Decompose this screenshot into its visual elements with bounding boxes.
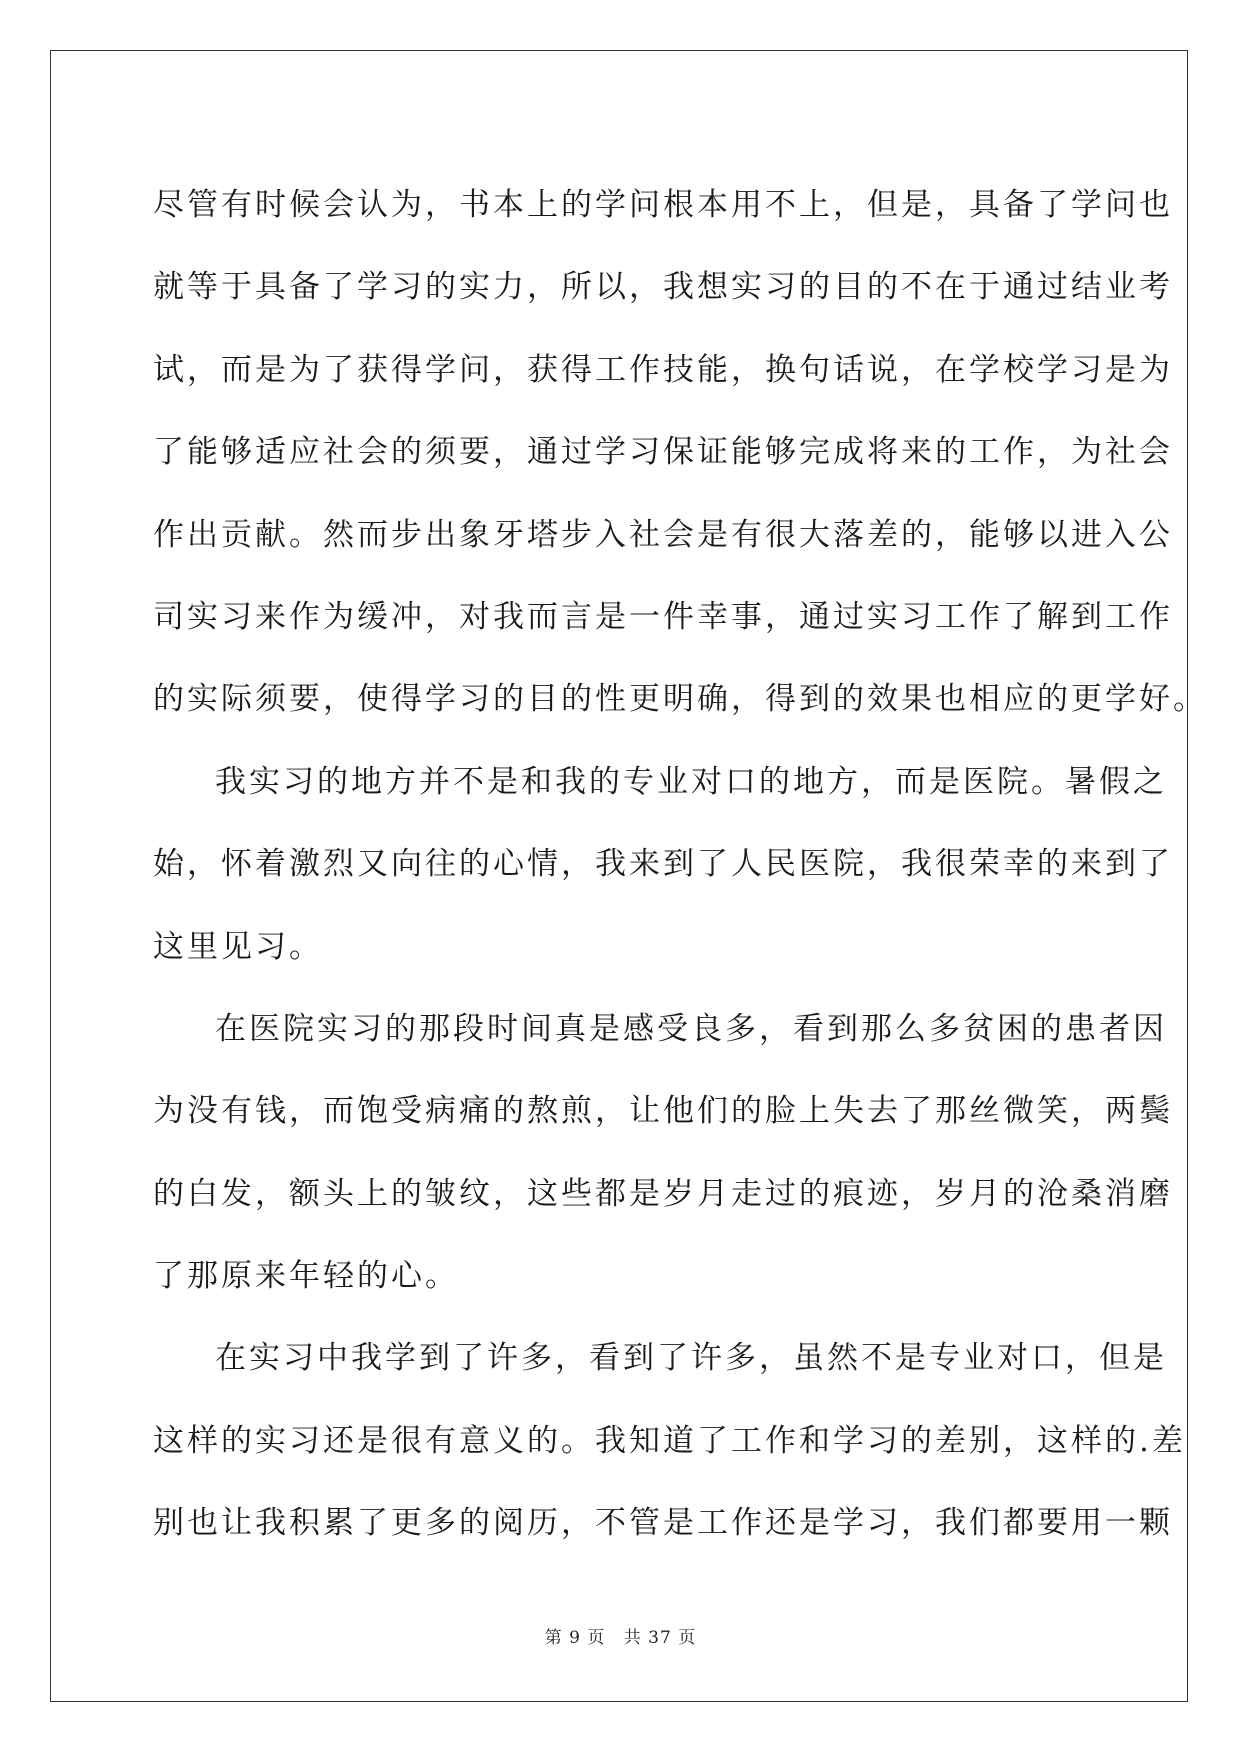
page-number: 第 9 页 <box>544 1628 606 1648</box>
text-line: 在实习中我学到了许多，看到了许多，虽然不是专业对口，但是 <box>215 1340 1167 1377</box>
text-line: 司实习来作为缓冲，对我而言是一件幸事，通过实习工作了解到工作 <box>153 598 1173 635</box>
page-footer <box>0 1623 1241 1648</box>
text-line: 的白发，额头上的皱纹，这些都是岁月走过的痕迹，岁月的沧桑消磨 <box>153 1175 1173 1212</box>
text-line: 了能够适应社会的须要，通过学习保证能够完成将来的工作，为社会 <box>153 434 1173 471</box>
page-total: 共 37 页 <box>623 1628 697 1648</box>
paragraph-4 <box>153 1317 1186 1564</box>
text-line: 这样的实习还是很有意义的。我知道了工作和学习的差别，这样的.差 <box>153 1422 1186 1459</box>
text-line: 为没有钱，而饱受病痛的熬煎，让他们的脸上失去了那丝微笑，两鬓 <box>153 1093 1173 1130</box>
text-line: 在医院实习的那段时间真是感受良多，看到那么多贫困的患者因 <box>215 1010 1167 1047</box>
text-line: 的实际须要，使得学习的目的性更明确，得到的效果也相应的更学好。 <box>153 681 1207 718</box>
paragraph-1 <box>153 164 1207 741</box>
text-line: 别也让我积累了更多的阅历，不管是工作还是学习，我们都要用一颗 <box>153 1505 1173 1542</box>
text-line: 我实习的地方并不是和我的专业对口的地方，而是医院。暑假之 <box>215 763 1167 800</box>
text-line: 就等于具备了学习的实力，所以，我想实习的目的不在于通过结业考 <box>153 269 1173 306</box>
document-body <box>153 164 1207 1565</box>
text-line: 始，怀着激烈又向往的心情，我来到了人民医院，我很荣幸的来到了 <box>153 846 1173 883</box>
text-line: 这里见习。 <box>153 928 323 965</box>
text-line: 作出贡献。然而步出象牙塔步入社会是有很大落差的，能够以进入公 <box>153 516 1173 553</box>
text-line: 尽管有时候会认为，书本上的学问根本用不上，但是，具备了学问也 <box>153 187 1173 223</box>
text-line: 试，而是为了获得学问，获得工作技能，换句话说，在学校学习是为 <box>153 351 1173 388</box>
paragraph-2 <box>153 741 1173 988</box>
paragraph-3 <box>153 988 1173 1318</box>
text-line: 了那原来年轻的心。 <box>153 1258 459 1295</box>
